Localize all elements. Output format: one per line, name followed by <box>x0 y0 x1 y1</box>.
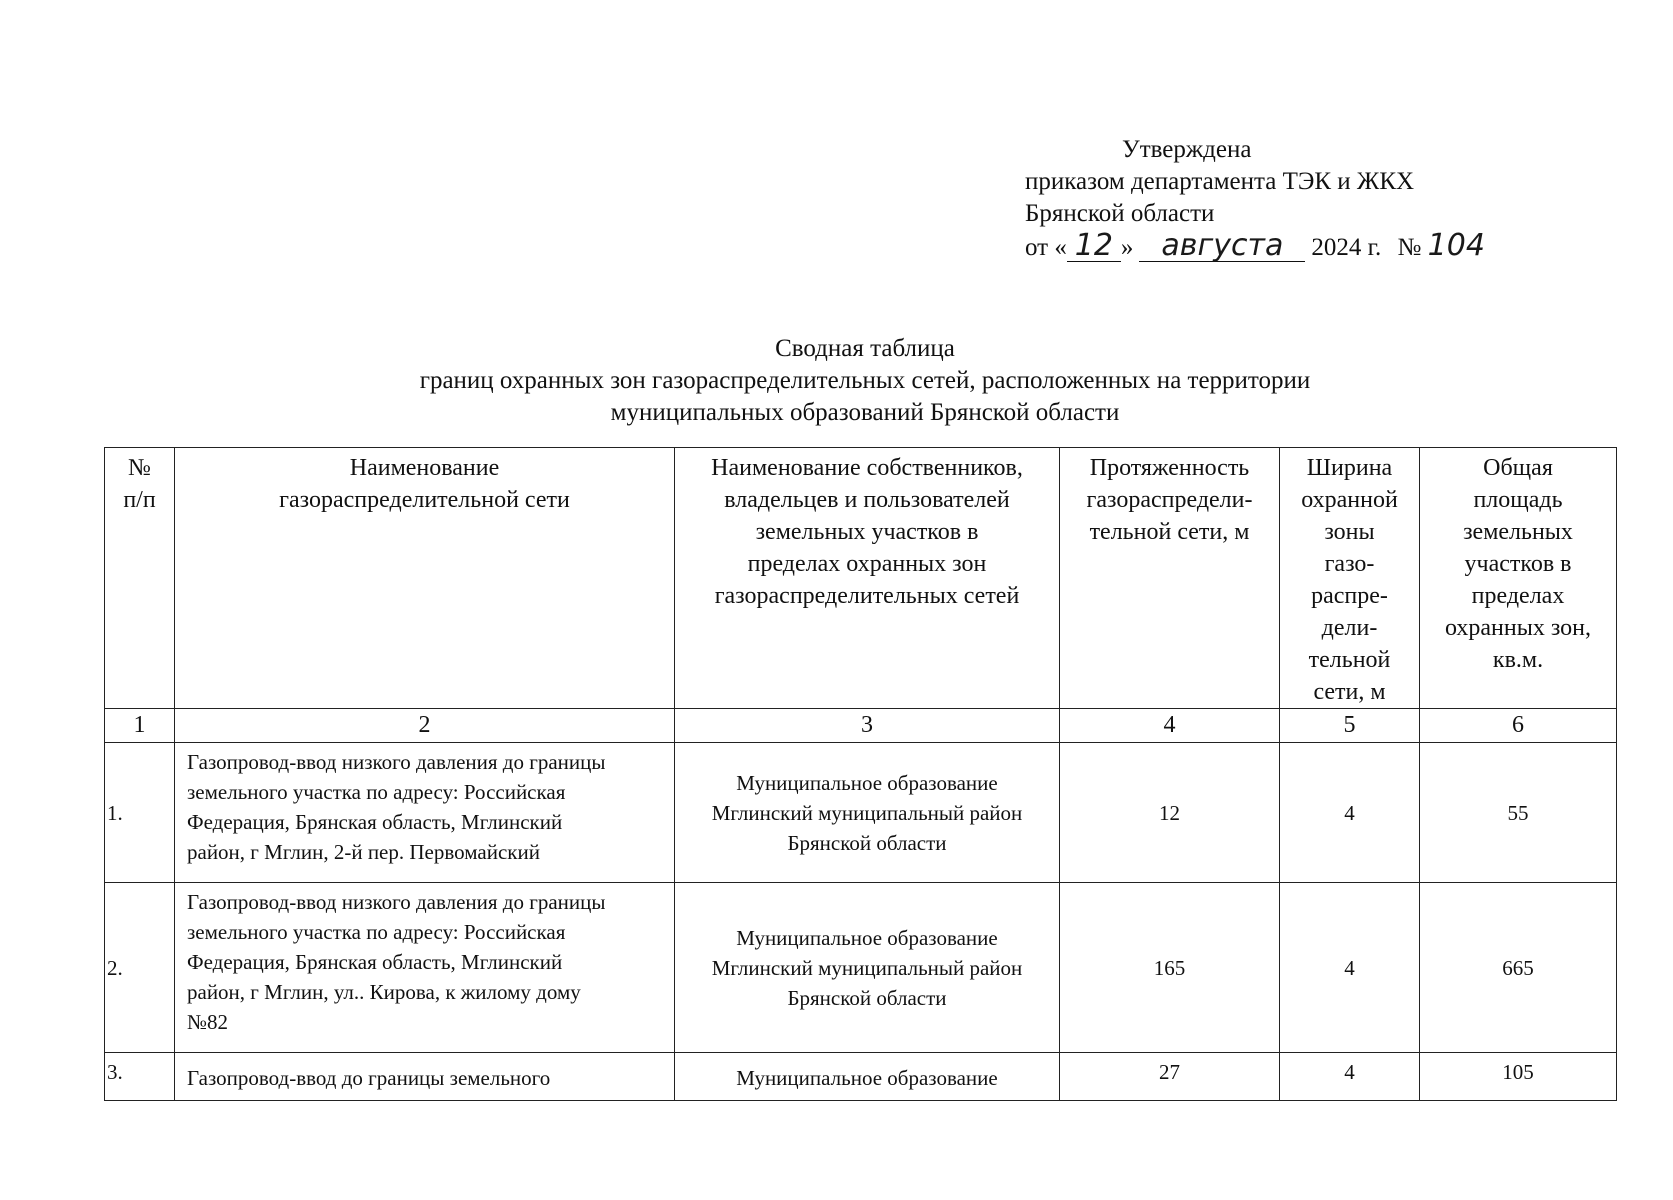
header-line: земельных <box>1463 519 1573 545</box>
cell-line: Федерация, Брянская область, Мглинский <box>187 950 563 974</box>
cell-line: район, г Мглин, 2-й пер. Первомайский <box>187 840 540 864</box>
header-line: охранной <box>1301 487 1398 513</box>
order-number-handwritten: 104 <box>1427 228 1485 263</box>
header-line: дели- <box>1321 615 1378 641</box>
header-line: владельцев и пользователей <box>724 487 1010 513</box>
date-year: 2024 г. <box>1311 234 1382 261</box>
width-cell: 4 <box>1280 743 1420 883</box>
title-line-3: муниципальных образований Брянской области <box>610 399 1120 426</box>
header-cell <box>175 448 675 709</box>
header-line: распре- <box>1311 583 1388 609</box>
date-day-handwritten: 12 <box>1074 228 1113 263</box>
approval-date-line <box>1025 230 1485 264</box>
header-line: сети, м <box>1313 679 1386 705</box>
area-cell: 665 <box>1420 883 1617 1053</box>
row-number-cell: 1. <box>105 743 175 883</box>
cell-line: земельного участка по адресу: Российская <box>187 920 566 944</box>
summary-table <box>104 447 1617 1101</box>
header-line: Наименование <box>349 455 500 481</box>
header-cell <box>105 448 175 709</box>
length-cell: 12 <box>1060 743 1280 883</box>
network-name-cell <box>175 1053 675 1101</box>
column-number-cell: 1 <box>105 709 175 743</box>
title-line-1: Сводная таблица <box>775 335 955 362</box>
cell-line: Брянской области <box>787 830 947 855</box>
header-line: кв.м. <box>1492 647 1544 673</box>
table-header-row <box>105 448 1617 709</box>
header-line: Общая <box>1483 455 1553 481</box>
header-line: Наименование собственников, <box>711 455 1023 481</box>
width-cell: 4 <box>1280 883 1420 1053</box>
cell-line: Мглинский муниципальный район <box>711 800 1023 825</box>
header-line: пределах охранных зон <box>747 551 987 577</box>
header-line: п/п <box>123 487 156 513</box>
table-row <box>105 883 1617 1053</box>
header-cell <box>1280 448 1420 709</box>
header-line: пределах <box>1471 583 1565 609</box>
date-prefix: от « <box>1025 234 1067 261</box>
header-line: Ширина <box>1306 455 1393 481</box>
date-day-field <box>1067 228 1121 263</box>
header-cell <box>675 448 1060 709</box>
header-line: газо- <box>1324 551 1375 577</box>
order-number-label: № <box>1397 234 1422 261</box>
column-number-cell: 2 <box>175 709 675 743</box>
cell-line: район, г Мглин, ул.. Кирова, к жилому дому <box>187 980 581 1004</box>
approval-title: Утверждена <box>1122 136 1252 163</box>
column-number-cell: 6 <box>1420 709 1617 743</box>
header-line: тельной <box>1308 647 1391 673</box>
length-cell: 27 <box>1060 1053 1280 1101</box>
area-cell: 55 <box>1420 743 1617 883</box>
header-line: площадь <box>1473 487 1563 513</box>
width-cell: 4 <box>1280 1053 1420 1101</box>
cell-line: Федерация, Брянская область, Мглинский <box>187 810 563 834</box>
header-line: тельной сети, м <box>1089 519 1250 545</box>
header-line: газораспределительных сетей <box>714 583 1020 609</box>
network-name-cell <box>175 883 675 1053</box>
cell-line: Газопровод-ввод низкого давления до границы <box>187 750 606 774</box>
column-number-cell: 3 <box>675 709 1060 743</box>
cell-line: Брянской области <box>787 985 947 1010</box>
header-line: газораспредели- <box>1086 487 1253 513</box>
header-line: зоны <box>1324 519 1375 545</box>
cell-line: Газопровод-ввод до границы земельного <box>187 1066 551 1090</box>
title-line-2: границ охранных зон газораспределительных сетей, расположенных на территории <box>419 367 1311 394</box>
row-number-cell: 2. <box>105 883 175 1053</box>
row-number-cell: 3. <box>105 1053 175 1101</box>
table-row <box>105 1053 1617 1101</box>
header-line: № <box>128 455 151 481</box>
approval-order-line: приказом департамента ТЭК и ЖКХ <box>1025 168 1415 195</box>
header-line: Протяженность <box>1089 455 1250 481</box>
header-cell <box>1420 448 1617 709</box>
owner-cell <box>675 1053 1060 1101</box>
column-number-cell: 5 <box>1280 709 1420 743</box>
approval-region-line: Брянской области <box>1025 200 1215 227</box>
header-line: земельных участков в <box>755 519 979 545</box>
date-month-handwritten: августа <box>1161 228 1284 263</box>
document-title <box>0 333 1673 429</box>
date-month-field <box>1139 228 1305 263</box>
column-number-row <box>105 709 1617 743</box>
cell-line: Муниципальное образование <box>736 770 998 795</box>
table-row <box>105 743 1617 883</box>
cell-line: Мглинский муниципальный район <box>711 955 1023 980</box>
cell-line: Муниципальное образование <box>736 925 998 950</box>
cell-line: Газопровод-ввод низкого давления до границы <box>187 890 606 914</box>
length-cell: 165 <box>1060 883 1280 1053</box>
header-line: газораспределительной сети <box>279 487 570 513</box>
network-name-cell <box>175 743 675 883</box>
approval-stamp <box>1025 134 1485 264</box>
cell-line: №82 <box>187 1010 229 1034</box>
area-cell: 105 <box>1420 1053 1617 1101</box>
owner-cell <box>675 743 1060 883</box>
header-line: охранных зон, <box>1444 615 1592 641</box>
cell-line: Муниципальное образование <box>736 1066 998 1090</box>
owner-cell <box>675 883 1060 1053</box>
date-mid: » <box>1120 234 1134 261</box>
header-cell <box>1060 448 1280 709</box>
header-line: участков в <box>1464 551 1572 577</box>
column-number-cell: 4 <box>1060 709 1280 743</box>
cell-line: земельного участка по адресу: Российская <box>187 780 566 804</box>
